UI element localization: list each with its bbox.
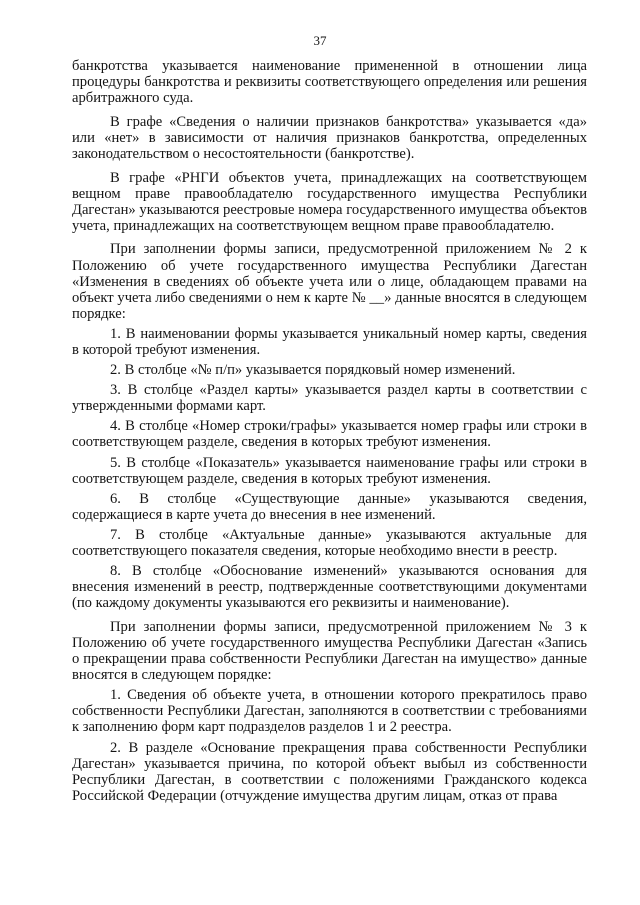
paragraph-bankruptcy-continuation: банкротства указывается наименование примененной в отношении лица процедуры банкротства и реквизиты соответствующего определения или решения арбитражного суда. — [72, 58, 587, 107]
list-item-2-appendix-3: 2. В разделе «Основание прекращения права собственности Республики Дагестан» указывается причина, по которой объект выбыл из собственности Республики Дагестан, в соответствии с положениями Гражданского кодекса Российской Федерации (отчуждение имущества другим лицам, отказ от права — [72, 739, 587, 804]
list-item-8: 8. В столбце «Обоснование изменений» указываются основания для внесения изменений в реестр, подтвержденные соответствующими документами (по каждому документы указываются его реквизиты и наименование). — [72, 563, 587, 612]
document-body — [72, 58, 587, 808]
list-item-7: 7. В столбце «Актуальные данные» указываются актуальные для соответствующего показателя сведения, которые необходимо внести в реестр. — [72, 526, 587, 560]
page-number: 37 — [313, 33, 327, 48]
list-item-4: 4. В столбце «Номер строки/графы» указывается номер графы или строки в соответствующем разделе, сведения в которых требуют изменения. — [72, 418, 587, 451]
list-item-5: 5. В столбце «Показатель» указывается наименование графы или строки в соответствующем разделе, сведения в которых требуют изменения. — [72, 454, 587, 487]
list-item-1-appendix-3: 1. Сведения об объекте учета, в отношении которого прекратилось право собственности Республики Дагестан, заполняются в соответствии с требованиями к заполнению форм карт подразделов разделов 1 и 2 реестра. — [72, 687, 587, 736]
list-item-1: 1. В наименовании формы указывается уникальный номер карты, сведения в которой требуют изменения. — [72, 325, 587, 358]
paragraph-rngi: В графе «РНГИ объектов учета, принадлежащих на соответствующем вещном праве правообладателю государственного имущества Республики Дагестан» указываются реестровые номера государственного имущества объектов учета, принадлежащих на соответствующем вещном праве правообладателю. — [72, 169, 587, 234]
list-item-2: 2. В столбце «№ п/п» указывается порядковый номер изменений. — [110, 362, 516, 379]
list-item-3: 3. В столбце «Раздел карты» указывается раздел карты в соответствии с утвержденными формами карт. — [72, 382, 587, 415]
list-item-6: 6. В столбце «Существующие данные» указываются сведения, содержащиеся в карте учета до внесения в нее изменений. — [72, 490, 587, 523]
paragraph-appendix-2-intro: При заполнении формы записи, предусмотренной приложением № 2 к Положению об учете государственного имущества Республики Дагестан «Изменения в сведениях об объекте учета или о лице, обладающем правами на объект учета либо сведениями о нем к карте № __» данные вносятся в следующем порядке: — [72, 241, 587, 322]
paragraph-appendix-3-intro: При заполнении формы записи, предусмотренной приложением № 3 к Положению об учете государственного имущества Республики Дагестан «Запись о прекращении права собственности Республики Дагестан на имущество» данные вносятся в следующем порядке: — [72, 618, 587, 684]
paragraph-bankruptcy-signs: В графе «Сведения о наличии признаков банкротства» указывается «да» или «нет» в зависимости от наличия признаков банкротства, определенных законодательством о несостоятельности (банкротстве). — [72, 113, 587, 162]
